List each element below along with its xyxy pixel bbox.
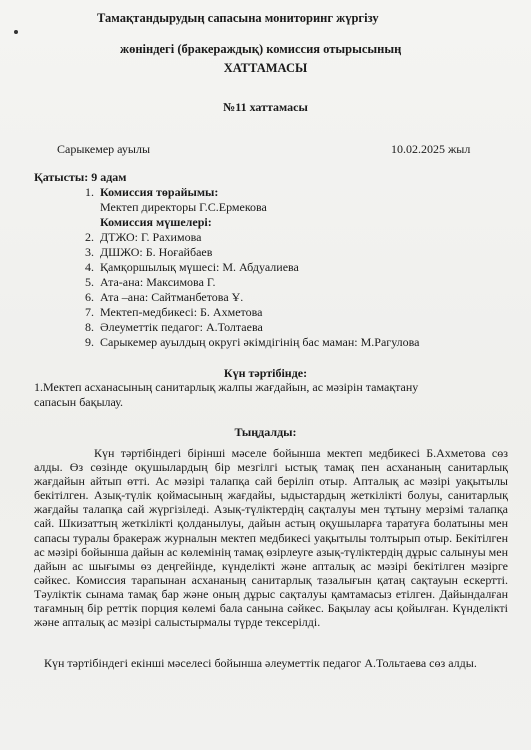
date: 10.02.2025 жыл xyxy=(391,142,471,156)
member-item: 3. ДШЖО: Б. Ноғайбаев xyxy=(85,245,213,259)
title-line-3: ХАТТАМАСЫ xyxy=(223,61,308,75)
member-item: 6. Ата –ана: Сайтманбетова Ұ. xyxy=(85,290,244,304)
member-item: 4. Қамқоршылық мүшесі: М. Абдуалиева xyxy=(85,260,299,274)
member-item: 5. Ата-ана: Максимова Г. xyxy=(85,275,216,289)
place: Сарыкемер ауылы xyxy=(57,142,150,156)
agenda-line-2: сапасын бақылау. xyxy=(34,395,124,409)
heard-paragraph-2: Күн тәртібіндегі екінші мәселесі бойынша әлеуметтік педагог А.Тольтаева сөз алды. xyxy=(44,656,477,670)
member-item: 8. Әлеуметтік педагог: А.Толтаева xyxy=(85,320,263,334)
title-line-1: Тамақтандырудың сапасына мониторинг жүргізу xyxy=(97,11,379,25)
member-item: 2. ДТЖО: Г. Рахимова xyxy=(85,230,202,244)
member-item: 1. Комиссия төрайымы: xyxy=(85,185,219,199)
protocol-number: №11 хаттамасы xyxy=(223,100,308,114)
heard-heading: Тыңдалды: xyxy=(234,425,297,439)
title-line-2: жөніндегі (бракераждық) комиссия отырысының xyxy=(120,42,402,56)
member-item: 9. Сарыкемер ауылдың округі әкімдігінің бас маман: М.Рагулова xyxy=(85,335,420,349)
member-item: Комиссия мүшелері: xyxy=(100,215,212,229)
member-item: 7. Мектеп-медбикесі: Б. Ахметова xyxy=(85,305,263,319)
agenda-line-1: 1.Мектеп асханасының санитарлық жалпы жағдайын, ас мәзірін тамақтану xyxy=(34,380,419,394)
punch-hole-mark xyxy=(14,30,18,34)
attendance: Қатысты: 9 адам xyxy=(34,170,127,184)
agenda-heading: Күн тәртібінде: xyxy=(223,366,308,380)
member-item: Мектеп директоры Г.С.Ермекова xyxy=(100,200,267,214)
heard-paragraph-1: Күн тәртібіндегі бірінші мәселе бойынша мектеп медбикесі Б.Ахметова сөз алды. Өз сөзінде оқушылардың бір мезгілгі ыстық тамақ пен асхананың санитарлық жағдайын айтып өтті. Ас мәзірі талапқа сай беріліп отыр. Апталық ас мәзірі уақытылы бекітілген. Азық-түлік қоймасының жағдайы, ыдыстардың жеткілікті болуы, санитарлық жағдайы талапқа сай жүргізіледі. Азық-түліктердің сақталуы мен тұтыну мерзімі талапқа сай. Шкизаттың жеткілікті қолданылуы, дайын астың оқушыларға таратуға болатыны мен сапасы туралы бракераж журналын мектеп медбикесі уақытылы толтырып отыр. Бекітілген ас мәзірі бойынша дайын ас көлемінің тамақ өзірлеуге азық-түліктердің дұрыс салынуы мен дайын ас шығымы өз деңгейінде, күнделікті және апталық ас мәзірі бекітілген мәзірге сәйкес. Комиссия тарапынан асхананың санитарлық тазалығын қатаң сақтауын ескертті. Тәуліктік сынама тамақ бар және оның дұрыс сақталуы қамтамасыз етілген. Дайындалған тағамның бір реттік порция көлемі бала санына сәйкес. Бақылау асы қойылған. Күнделікті және апталық ас мәзірі салыстырмалы түрде тексерілді. xyxy=(34,446,508,630)
